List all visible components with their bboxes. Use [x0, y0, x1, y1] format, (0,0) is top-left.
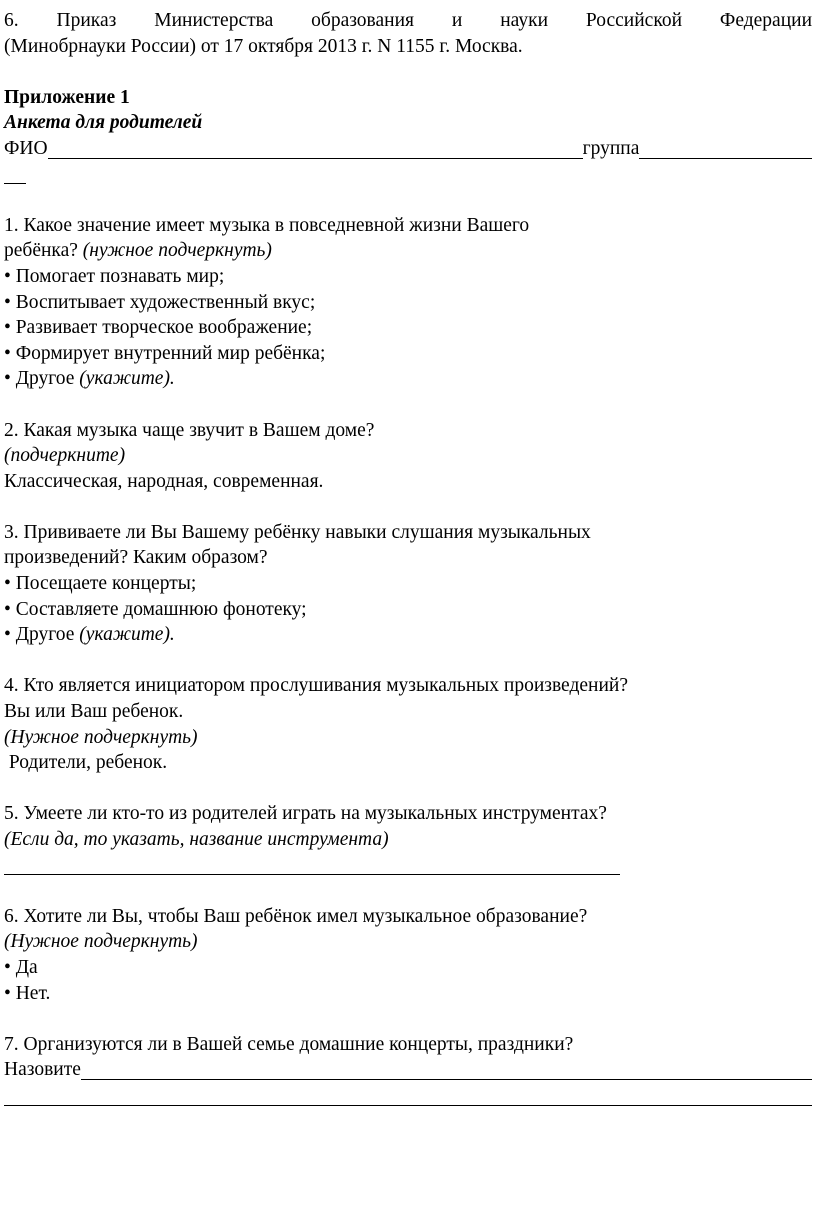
q3-text-line-2: произведений? Каким образом? [4, 547, 268, 569]
questionnaire-title: Анкета для родителей [4, 112, 203, 134]
group-blank[interactable] [639, 139, 812, 159]
q1-option: • Помогает познавать мир; [4, 265, 225, 287]
q3-option-other [4, 622, 812, 648]
q7-answer-blank[interactable] [81, 1060, 812, 1080]
fio-row-continuation [4, 162, 812, 188]
q2-text: 2. Какая музыка чаще звучит в Вашем доме? [4, 419, 375, 441]
spacer [4, 494, 812, 520]
q7-answer-row [4, 1057, 812, 1083]
group-blank-continuation[interactable] [4, 164, 26, 184]
q5-answer-row [4, 853, 812, 879]
spacer [4, 392, 812, 418]
q4-text-line-2: Вы или Ваш ребенок. [4, 701, 184, 723]
q1-text-line-2 [4, 238, 812, 264]
q3-option: • Посещаете концерты; [4, 573, 197, 595]
spacer [4, 776, 812, 802]
spacer [4, 59, 812, 85]
q5-hint: (Если да, то указать, название инструмента) [4, 829, 389, 850]
appendix-label: Приложение 1 [4, 86, 130, 108]
group-label: группа [582, 137, 640, 159]
spacer [4, 1006, 812, 1032]
q3-text-line-1: 3. Прививаете ли Вы Вашему ребёнку навыки слушания музыкальных [4, 521, 591, 543]
q7-label: Назовите [4, 1059, 81, 1081]
q3-other-hint: (укажите). [79, 624, 175, 646]
q3-other-label: • Другое [4, 624, 75, 646]
q4-answer-options: Родители, ребенок. [4, 752, 168, 774]
q1-option: • Развивает творческое воображение; [4, 317, 313, 339]
q6-hint: (Нужное подчеркнуть) [4, 931, 198, 953]
fio-blank[interactable] [48, 139, 583, 159]
q1-option-other [4, 366, 812, 392]
order-reference-line-1: 6. Приказ Министерства образования и науки Российской Федерации [4, 10, 812, 31]
q1-hint: (нужное подчеркнуть) [82, 240, 272, 262]
q2-hint: (подчеркните) [4, 445, 126, 467]
q1-option: • Воспитывает художественный вкус; [4, 291, 316, 313]
q7-answer-blank-2[interactable] [4, 1086, 812, 1106]
q7-text: 7. Организуются ли в Вашей семье домашние концерты, праздники? [4, 1033, 574, 1055]
q1-text-end: ребёнка? [4, 240, 78, 262]
order-reference-line-2: (Минобрнауки России) от 17 октября 2013 г. N 1155 г. Москва. [4, 35, 523, 57]
q6-option: • Да [4, 956, 38, 978]
q1-text-line-1: 1. Какое значение имеет музыка в повседневной жизни Вашего [4, 214, 530, 236]
q5-answer-blank[interactable] [4, 855, 620, 875]
spacer [4, 648, 812, 674]
q6-option: • Нет. [4, 982, 51, 1004]
q1-other-label: • Другое [4, 368, 75, 390]
q7-answer-row-2 [4, 1083, 812, 1109]
q1-option: • Формирует внутренний мир ребёнка; [4, 342, 326, 364]
q2-answer-options: Классическая, народная, современная. [4, 470, 324, 492]
fio-label: ФИО [4, 137, 48, 159]
q6-text: 6. Хотите ли Вы, чтобы Ваш ребёнок имел музыкальное образование? [4, 905, 588, 927]
q1-other-hint: (укажите). [79, 368, 175, 390]
spacer [4, 878, 812, 904]
spacer [4, 187, 812, 213]
q3-option: • Составляете домашнюю фонотеку; [4, 598, 307, 620]
q5-text: 5. Умеете ли кто-то из родителей играть на музыкальных инструментах? [4, 803, 607, 825]
q4-text-line-1: 4. Кто является инициатором прослушивания музыкальных произведений? [4, 675, 628, 697]
fio-row [4, 136, 812, 162]
q4-hint: (Нужное подчеркнуть) [4, 726, 198, 748]
